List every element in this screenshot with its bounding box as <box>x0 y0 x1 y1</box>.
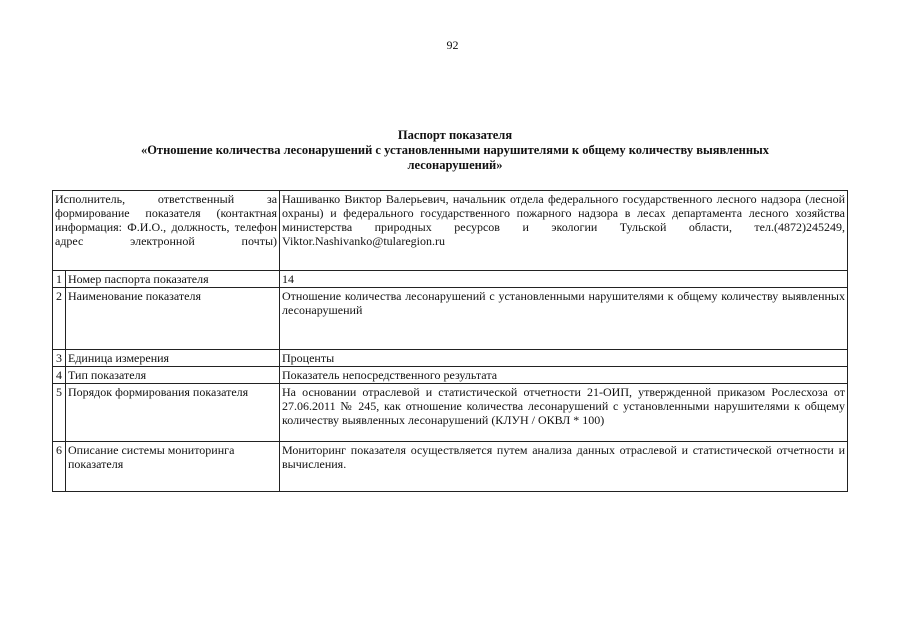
title-line-1: Паспорт показателя <box>397 128 513 142</box>
row-label: Единица измерения <box>66 350 280 367</box>
row-value: Проценты <box>280 350 848 367</box>
table-row <box>53 384 848 442</box>
row-number: 2 <box>53 288 66 350</box>
row-label: Номер паспорта показателя <box>66 271 280 288</box>
row-value: 14 <box>280 271 848 288</box>
passport-table <box>52 190 848 492</box>
row-label: Наименование показателя <box>66 288 280 350</box>
table-row <box>53 288 848 350</box>
row-value: Показатель непосредственного результата <box>280 367 848 384</box>
table-row <box>53 442 848 492</box>
row-value: На основании отраслевой и статистической отчетности 21-ОИП, утвержденной приказом Рослесхоза от 27.06.2011 № 245, как отношение количества лесонарушений с установленными нарушителями к общему количеству выявленных лесонарушений (КЛУН / ОКВЛ * 100) <box>280 384 848 442</box>
row-number: 1 <box>53 271 66 288</box>
table-row-responsible <box>53 191 848 271</box>
table-row <box>53 271 848 288</box>
responsible-value: Нашиванко Виктор Валерьевич, начальник отдела федерального государственного лесного надзора (лесной охраны) и федерального государственного пожарного надзора в лесах департамента лесного хозяйства министерства природных ресурсов и экологии Тульской области, тел.(4872)245249, Viktor.Nashivanko@tularegion.ru <box>280 191 848 271</box>
document-title <box>60 128 850 173</box>
row-number: 4 <box>53 367 66 384</box>
row-value: Мониторинг показателя осуществляется путем анализа данных отраслевой и статистической отчетности и вычисления. <box>280 442 848 492</box>
table-row <box>53 350 848 367</box>
table-row <box>53 367 848 384</box>
page-number: 92 <box>446 38 459 52</box>
row-number: 5 <box>53 384 66 442</box>
row-number: 3 <box>53 350 66 367</box>
responsible-label: Исполнитель, ответственный за формирование показателя (контактная информация: Ф.И.О., должность, телефон адрес электронной почты) <box>53 191 280 271</box>
row-label: Описание системы мониторинга показателя <box>66 442 280 492</box>
row-number: 6 <box>53 442 66 492</box>
row-label: Тип показателя <box>66 367 280 384</box>
row-value: Отношение количества лесонарушений с установленными нарушителями к общему количеству выявленных лесонарушений <box>280 288 848 350</box>
title-line-2: «Отношение количества лесонарушений с установленными нарушителями к общему количеству выявленных <box>140 143 770 157</box>
title-line-3: лесонарушений» <box>407 158 503 172</box>
row-label: Порядок формирования показателя <box>66 384 280 442</box>
